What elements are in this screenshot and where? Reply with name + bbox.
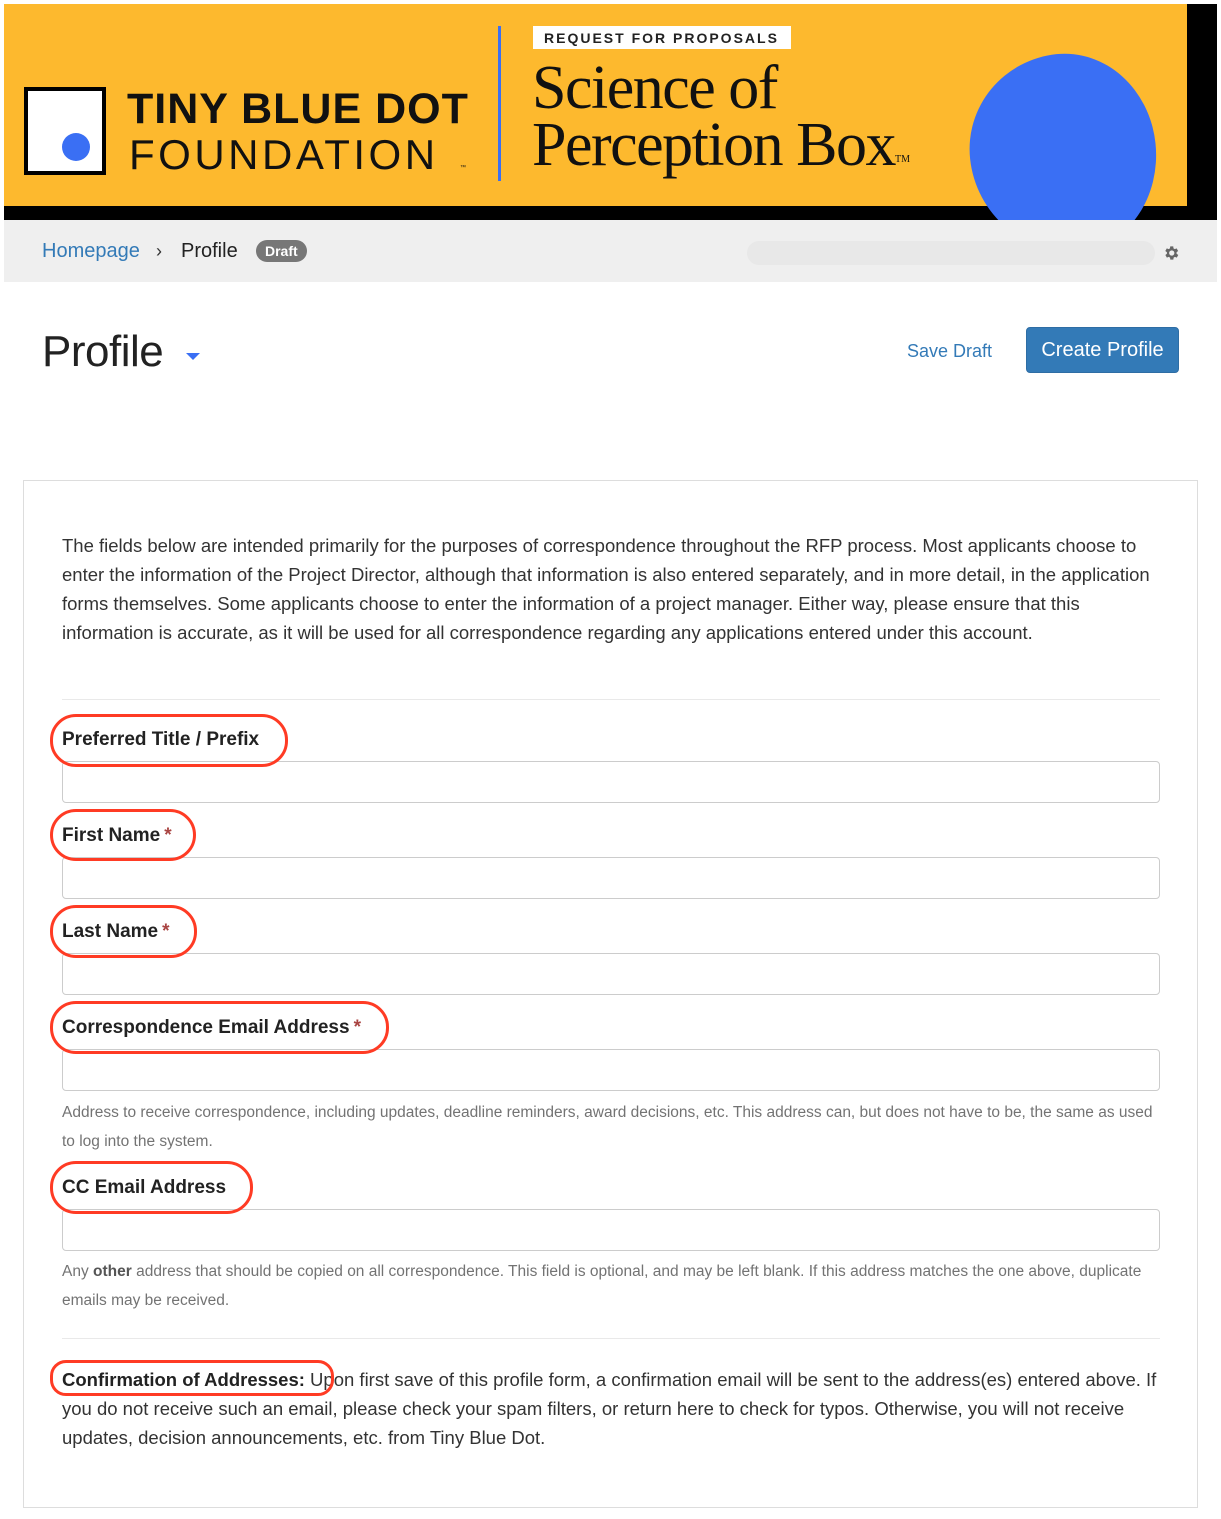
page-title: Profile [42,327,164,376]
divider [62,699,1160,700]
help-emphasis: other [93,1263,132,1280]
field-label-prefix [62,729,259,751]
breadcrumb-chevron-icon: › [156,241,162,261]
help-text: address that should be copied on all correspondence. This field is optional, and may be left blank. If this address matches the one above, duplicate emails may be received. [62,1263,1142,1309]
profile-form-panel [23,480,1198,1508]
required-marker: * [164,825,172,846]
org-name-line1: TINY BLUE DOT [127,85,469,133]
correspondence-email-help: Address to receive correspondence, including updates, deadline reminders, award decisions, etc. This address can, but does not have to be, the same as used to log into the system. [62,1104,1153,1150]
save-draft-button[interactable]: Save Draft [907,341,993,361]
confirmation-text: Upon first save of this profile form, a confirmation email will be sent to the address(es) entered above. If you do not receive such an email, please check your spam filters, or return here to check for typos. Otherwise, you will not receive updates, decision announcements, etc. from Tiny Blue Dot. [62,1369,1157,1448]
rfp-tag: REQUEST FOR PROPOSALS [533,26,791,49]
program-title [532,54,910,179]
cc-email-input[interactable] [62,1209,1160,1251]
field-label-last-name [62,921,170,943]
last-name-input[interactable] [62,953,1160,995]
program-title-line2-wrap [532,111,910,179]
correspondence-email-input[interactable] [62,1049,1160,1091]
field-label-correspondence-email [62,1017,361,1039]
label-text: Correspondence Email Address [62,1017,350,1038]
label-text: First Name [62,825,161,846]
foundation-logo-icon [24,87,106,175]
label-text: Preferred Title / Prefix [62,729,260,750]
search-bar[interactable] [747,241,1155,265]
org-trademark: ™ [460,165,466,171]
create-profile-button[interactable]: Create Profile [1026,327,1179,373]
program-title-line1: Science of [532,54,777,122]
required-marker: * [353,1017,361,1038]
first-name-input[interactable] [62,857,1160,899]
breadcrumb-current: Profile [181,240,238,262]
breadcrumb-homepage-link[interactable]: Homepage [42,240,140,262]
prefix-input[interactable] [62,761,1160,803]
logo-dot-icon [62,133,90,161]
divider [62,1338,1160,1339]
label-text: CC Email Address [62,1177,227,1198]
chevron-down-icon[interactable] [186,353,200,360]
help-text: Any [62,1263,94,1280]
confirmation-label: Confirmation of Addresses: [62,1369,305,1390]
label-text: Last Name [62,921,159,942]
field-label-first-name [62,825,172,847]
program-trademark: TM [895,154,910,165]
banner-divider [498,26,501,181]
required-marker: * [162,921,170,942]
program-title-line2: Perception Box [532,111,895,179]
header-banner [4,4,1217,220]
gear-icon[interactable] [1162,244,1180,262]
breadcrumb-bar [4,220,1217,282]
field-label-cc-email [62,1177,226,1199]
status-badge: Draft [256,240,307,262]
cc-email-help [62,1257,1162,1315]
confirmation-note [62,1365,1162,1452]
intro-text: The fields below are intended primarily for the purposes of correspondence throughout the RFP process. Most applicants choose to enter the information of the Project Director, although that information is also entered separately, and in more detail, in the application forms themselves. Some applicants choose to enter the information of a project manager. Either way, please ensure that this information is accurate, as it will be used for all correspondence regarding any applications entered under this account. [62,535,1150,643]
org-name-line2: FOUNDATION [129,131,439,178]
